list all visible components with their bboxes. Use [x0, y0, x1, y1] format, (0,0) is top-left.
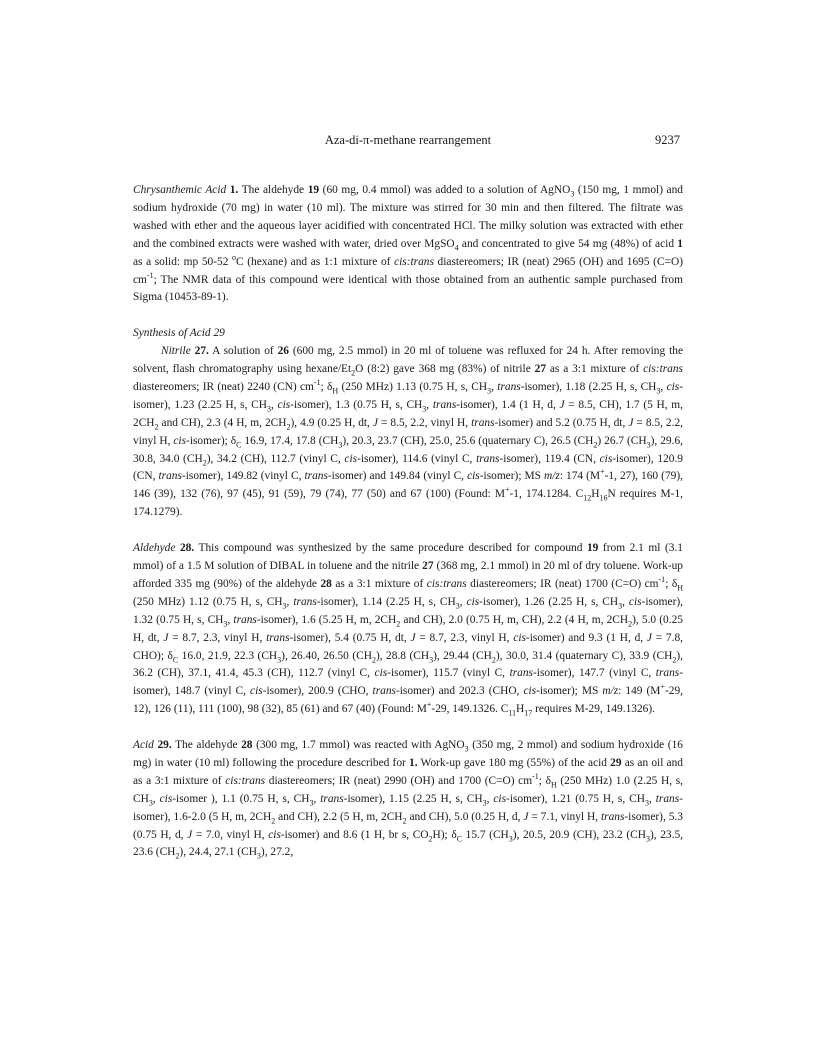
paragraph-chrysanthemic-acid: Chrysanthemic Acid 1. The aldehyde 19 (60 mg, 0.4 mmol) was added to a solution of AgNO$_3$ (150 mg, 1 mmol) and sodium hydroxide (70 mg) in water (10 ml). The mixture was stirred for 30 min and then filtered. The filtrate was washed with ether and the aqueous layer acidified with concentrated HCl. The milky solution was extracted with ether and the combined extracts were washed with water, dried over MgSO$_4$ and concentrated to give 54 mg (48%) of acid 1 as a solid: mp 50-52 $^o$C (hexane) and as 1:1 mixture of cis:trans diastereomers; IR (neat) 2965 (OH) and 1695 (C=O) $cm^{-1}$; The NMR data of this compound were identical with those obtained from an authentic sample purchased from Sigma (10453-89-1). — [133, 184, 683, 304]
article-body — [133, 182, 683, 862]
section-heading-synthesis: Synthesis of Acid 29 — [133, 327, 225, 340]
running-title: Aza-di-π-methane rearrangement — [324, 133, 492, 147]
page-header — [0, 133, 816, 153]
paragraph-acid-29: Acid 29. The aldehyde 28 (300 mg, 1.7 mmol) was reacted with AgNO$_3$ (350 mg, 2 mmol) and sodium hydroxide (16 mg) in water (10 ml) following the procedure described for 1. Work-up gave 180 mg (55%) of the acid 29 as an oil and as a 3:1 mixture of cis:trans diastereomers; IR (neat) 2990 (OH) and 1700 (C=O) $cm^{-1}$; $\delta_H$ (250 MHz) 1.0 (2.25 H, s, $CH_3$, cis-isomer ), 1.1 (0.75 H, s, $CH_3$, trans-isomer), 1.15 (2.25 H, s, $CH_3$, cis-isomer), 1.21 (0.75 H, s, $CH_3$, trans-isomer), 1.6-2.0 (5 H, m, $2CH_2$ and CH), 2.2 (5 H, m, $2CH_2$ and CH), 5.0 (0.25 H, d, J = 7.1, vinyl H, trans-isomer), 5.3 (0.75 H, d, J = 7.0, vinyl H, cis-isomer) and 8.6 (1 H, br s, $CO_2H$); $\delta_C$ 15.7 $(CH_3)$, 20.5, 20.9 (CH), 23.2 $(CH_3)$, 23.5, 23.6 $(CH_2)$, 24.4, 27.1 $(CH_3)$, 27.2, — [133, 739, 683, 861]
page-number: 9237 — [655, 133, 680, 147]
paragraph-aldehyde-28: Aldehyde 28. This compound was synthesized by the same procedure described for compound 19 from 2.1 ml (3.1 mmol) of a 1.5 M solution of DIBAL in toluene and the nitrile 27 (368 mg, 2.1 mmol) in 20 ml of dry toluene. Work-up afforded 335 mg (90%) of the aldehyde 28 as a 3:1 mixture of cis:trans diastereomers; IR (neat) 1700 (C=O) $cm^{-1}$; $\delta_H$ (250 MHz) 1.12 (0.75 H, s, $CH_3$, trans-isomer), 1.14 (2.25 H, s, $CH_3$, cis-isomer), 1.26 (2.25 H, s, $CH_3$, cis-isomer), 1.32 (0.75 H, s, $CH_3$, trans-isomer), 1.6 (5.25 H, m, $2CH_2$ and CH), 2.0 (0.75 H, m, CH), 2.2 (4 H, m, $2CH_2$), 5.0 (0.25 H, dt, J = 8.7, 2.3, vinyl H, trans-isomer), 5.4 (0.75 H, dt, J = 8.7, 2.3, vinyl H, cis-isomer) and 9.3 (1 H, d, J = 7.8, CHO); $\delta_C$ 16.0, 21.9, 22.3 $(CH_3)$, 26.40, 26.50 $(CH_2)$, 28.8 $(CH_3)$, 29.44 $(CH_2)$, 30.0, 31.4 (quaternary C), 33.9 $(CH_2)$, 36.2 (CH), 37.1, 41.4, 45.3 (CH), 112.7 (vinyl C, cis-isomer), 115.7 (vinyl C, trans-isomer), 147.7 (vinyl C, trans-isomer), 148.7 (vinyl C, cis-isomer), 200.9 (CHO, trans-isomer) and 202.3 (CHO, cis-isomer); MS m/z: 149 (M+-29, 12), 126 (11), 111 (100), 98 (32), 85 (61) and 67 (40) (Found: M+-29, 149.1326. $C_{11}H_{17}$ requires M-29, 149.1326). — [133, 542, 684, 718]
paragraph-nitrile-27: Nitrile 27. A solution of 26 (600 mg, 2.5 mmol) in 20 ml of toluene was refluxed for 24 h. After removing the solvent, flash chromatography using hexane/$Et_2O$ (8:2) gave 368 mg (83%) of nitrile 27 as a 3:1 mixture of cis:trans diastereomers; IR (neat) 2240 (CN) $cm^{-1}$; $\delta_H$ (250 MHz) 1.13 (0.75 H, s, $CH_3$, trans-isomer), 1.18 (2.25 H, s, $CH_3$, cis-isomer), 1.23 (2.25 H, s, $CH_3$, cis-isomer), 1.3 (0.75 H, s, $CH_3$, trans-isomer), 1.4 (1 H, d, J = 8.5, CH), 1.7 (5 H, m, $2CH_2$ and CH), 2.3 (4 H, m, $2CH_2$), 4.9 (0.25 H, dt, J = 8.5, 2.2, vinyl H, trans-isomer) and 5.2 (0.75 H, dt, J = 8.5, 2.2, vinyl H, cis-isomer); $\delta_C$ 16.9, 17.4, 17.8 $(CH_3)$, 20.3, 23.7 (CH), 25.0, 25.6 (quaternary C), 26.5 $(CH_2)$ 26.7 $(CH_3)$, 29.6, 30.8, 34.0 $(CH_2)$, 34.2 (CH), 112.7 (vinyl C, cis-isomer), 114.6 (vinyl C, trans-isomer), 119.4 (CN, cis-isomer), 120.9 (CN, trans-isomer), 149.82 (vinyl C, trans-isomer) and 149.84 (vinyl C, cis-isomer); MS m/z: 174 (M+-1, 27), 160 (79), 146 (39), 132 (76), 97 (45), 91 (59), 79 (74), 77 (50) and 67 (100) (Found: M+-1, 174.1284. $C_{12}H_{16}N$ requires M-1, 174.1279). — [133, 345, 684, 519]
